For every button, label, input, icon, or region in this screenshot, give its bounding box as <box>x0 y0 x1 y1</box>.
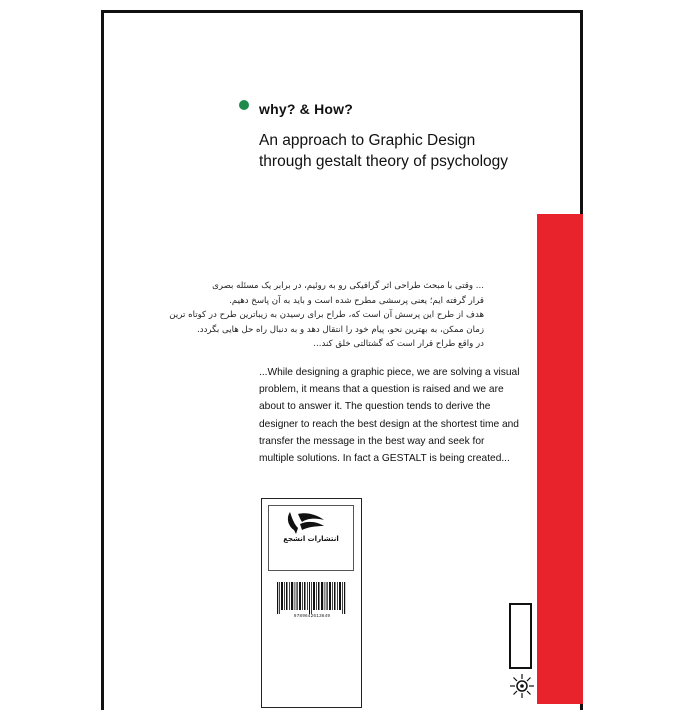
english-line: about to answer it. The question tends to derive the <box>259 401 491 413</box>
persian-blurb <box>169 279 484 352</box>
spine-frame <box>509 603 532 669</box>
subtitle-line: An approach to Graphic Design <box>259 132 476 149</box>
persian-line: زمان ممکن، به بهترین نحو، پیام خود را انتقال دهد و به دنبال راه حل هایی بگردد. <box>197 324 484 335</box>
isbn-number: 9789642613649 <box>293 614 331 619</box>
english-line: problem, it means that a question is raised and we are <box>259 384 504 396</box>
english-line: transfer the message in the best way and seek for <box>259 435 485 447</box>
english-line: multiple solutions. In fact a GESTALT is being created... <box>259 453 510 465</box>
english-line: designer to reach the best design at the shortest time and <box>259 418 519 430</box>
persian-line: هدف از طرح این پرسش آن است که، طراح برای رسیدن به زیباترین طرح در کوتاه ترین <box>169 310 484 321</box>
book-subtitle <box>259 130 508 172</box>
persian-line: در واقع طراح قرار است که گشتالتی خلق کند... <box>313 339 484 350</box>
publisher-name: انتشارات انشجع <box>283 535 339 543</box>
green-dot-icon <box>239 100 249 110</box>
english-line: ...While designing a graphic piece, we are solving a visual <box>259 367 520 378</box>
persian-line: قرار گرفته ایم؛ یعنی پرسشی مطرح شده است و باید به آن پاسخ دهیم. <box>229 295 484 306</box>
red-spine-band <box>537 214 583 704</box>
subtitle-line: through gestalt theory of psychology <box>259 153 509 170</box>
sun-emblem-icon <box>509 673 535 704</box>
english-blurb <box>259 364 521 467</box>
persian-line: ... وقتی با مبحث طراحی اثر گرافیکی رو به روئیم، در برابر یک مسئله بصری <box>212 281 484 291</box>
book-title: why? & How? <box>259 101 353 117</box>
